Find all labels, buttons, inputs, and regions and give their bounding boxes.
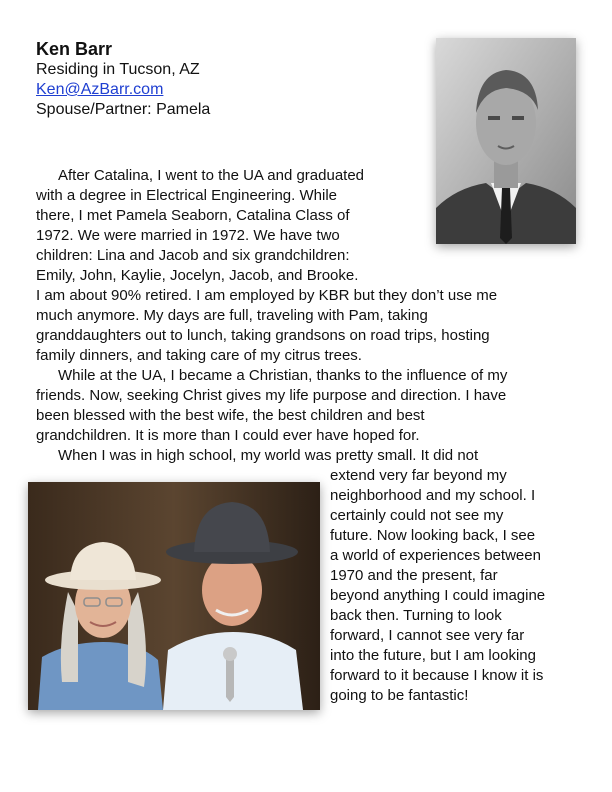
bio-paragraph-1a — [36, 166, 432, 286]
yearbook-portrait — [436, 38, 576, 244]
bio-line: children: Lina and Jacob and six grandchildren: — [36, 247, 350, 264]
bio-line: certainly could not see my — [330, 507, 504, 524]
bio-line: extend very far beyond my — [330, 467, 507, 484]
bio-line: future. Now looking back, I see — [330, 527, 536, 544]
bio-line: When I was in high school, my world was pretty small. It did not — [58, 447, 479, 464]
bio-line: 1970 and the present, far — [330, 567, 498, 584]
bio-line: 1972. We were married in 1972. We have two — [36, 227, 340, 244]
bio-line: grandchildren. It is more than I could ever have hoped for. — [36, 427, 420, 444]
bio-line: much anymore. My days are full, traveling with Pam, taking — [36, 307, 428, 324]
bio-paragraph-1b — [36, 286, 581, 466]
bio-line: family dinners, and taking care of my citrus trees. — [36, 347, 362, 364]
bio-line: After Catalina, I went to the UA and graduated — [58, 167, 365, 184]
bio-line: granddaughters out to lunch, taking grandsons on road trips, hosting — [36, 327, 490, 344]
profile-header — [36, 38, 210, 120]
bio-line: Emily, John, Kaylie, Jocelyn, Jacob, and Brooke. — [36, 267, 359, 284]
person-name: Ken Barr — [36, 39, 113, 59]
bio-line: forward to it because I know it is — [330, 667, 544, 684]
spouse-partner: Spouse/Partner: Pamela — [36, 101, 211, 118]
bio-line: neighborhood and my school. I — [330, 487, 536, 504]
bio-line: beyond anything I could imagine — [330, 587, 546, 604]
bio-line: a world of experiences between — [330, 547, 541, 564]
bio-paragraph-3 — [330, 466, 590, 706]
residence: Residing in Tucson, AZ — [36, 61, 200, 78]
bio-line: going to be fantastic! — [330, 687, 469, 704]
bio-line: with a degree in Electrical Engineering. While — [36, 187, 337, 204]
bio-line: back then. Turning to look — [330, 607, 502, 624]
email-link[interactable]: Ken@AzBarr.com — [36, 81, 164, 98]
bio-line: While at the UA, I became a Christian, thanks to the influence of my — [58, 367, 508, 384]
bio-line: friends. Now, seeking Christ gives my life purpose and direction. I have — [36, 387, 507, 404]
bio-line: been blessed with the best wife, the best children and best — [36, 407, 425, 424]
bio-line: there, I met Pamela Seaborn, Catalina Class of — [36, 207, 350, 224]
bio-line: I am about 90% retired. I am employed by KBR but they don’t use me — [36, 287, 498, 304]
bio-line: into the future, but I am looking — [330, 647, 536, 664]
bio-line: forward, I cannot see very far — [330, 627, 525, 644]
couple-photo — [28, 482, 320, 710]
